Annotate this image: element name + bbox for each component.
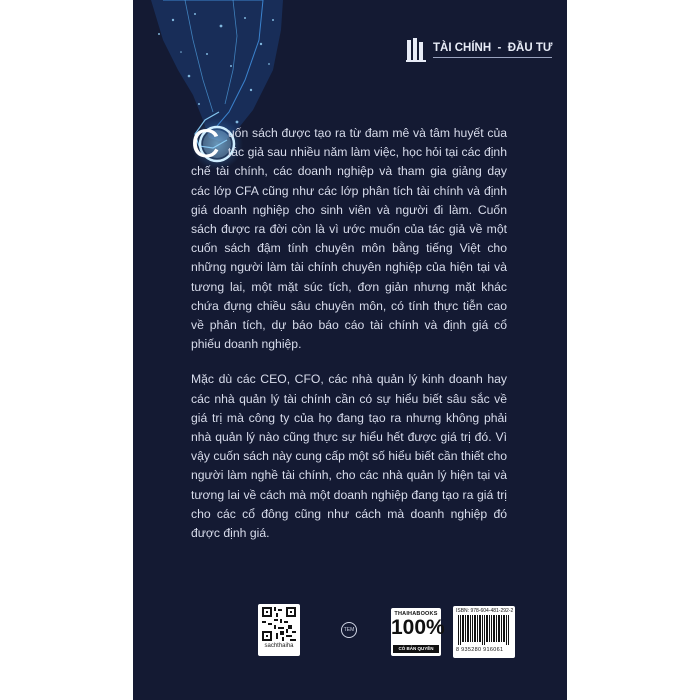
badge-caption: CÓ BẢN QUYỀN — [393, 645, 439, 653]
book-back-cover — [133, 0, 567, 700]
publisher-header — [405, 36, 552, 64]
barcode-icon — [458, 615, 510, 645]
description-paragraph-2: Mặc dù các CEO, CFO, các nhà quản lý kinh doanh hay các nhà quản lý tài chính cần có sự hiểu biết sâu sắc về giá trị mà công ty của họ đang tạo ra nhưng không phải nhà quản lý nào cũng thực sự hiểu hết được giá trị đó. Vì vậy cuốn sách này cung cấp một số hiểu biết cần thiết cho người làm nghề tài chính, cho các nhà quản lý hiện tại và tương lai về cách mà một doanh nghiệp đang tạo ra giá trị cho các cổ đông cũng như cách mà doanh nghiệp đó được định giá. — [191, 372, 507, 541]
qr-code-label: sachthaiha — [264, 643, 294, 649]
qr-code-block — [258, 604, 300, 656]
tem-stamp: TEM — [341, 622, 357, 638]
description-paragraph-1 — [191, 124, 507, 354]
drop-cap-letter: C — [191, 122, 220, 166]
paragraph-1-text: uốn sách được tạo ra từ đam mê và tâm huyết của tác giả sau nhiều năm làm việc, học hỏi tại các định chế tài chính, các doanh nghiệp và tham gia giảng dạy các lớp CFA cũng như các lớp phân tích tài chính và định giá doanh nghiệp cho sinh viên và người đi làm. Cuốn sách được ra đời còn là vì ước muốn của tác giả về một cuốn sách đậm tính chuyên môn bằng tiếng Việt cho những người làm tài chính chuyên nghiệp của hiện tại và tương lai, một mặt súc tích, đơn giản nhưng mặt khác chứa đựng chiều sâu chuyên môn, có tính thực tiễn cao về phân tích, dự báo báo cáo tài chính và định giá cổ phiếu doanh nghiệp. — [191, 126, 507, 352]
isbn-number: ISBN: 978-604-481-292-2 — [456, 608, 514, 614]
badge-percent: 100% — [391, 616, 445, 639]
book-description — [191, 124, 507, 559]
copyright-badge — [391, 608, 445, 656]
qr-code-icon — [262, 607, 296, 641]
publisher-logo-icon — [405, 36, 427, 64]
barcode-number: 8 935280 916061 — [456, 647, 504, 653]
isbn-barcode-block — [453, 606, 515, 658]
badge-brand-name: THAIHABOOKS — [394, 611, 438, 617]
publisher-category-label: TÀI CHÍNH - ĐẦU TƯ — [433, 42, 552, 58]
